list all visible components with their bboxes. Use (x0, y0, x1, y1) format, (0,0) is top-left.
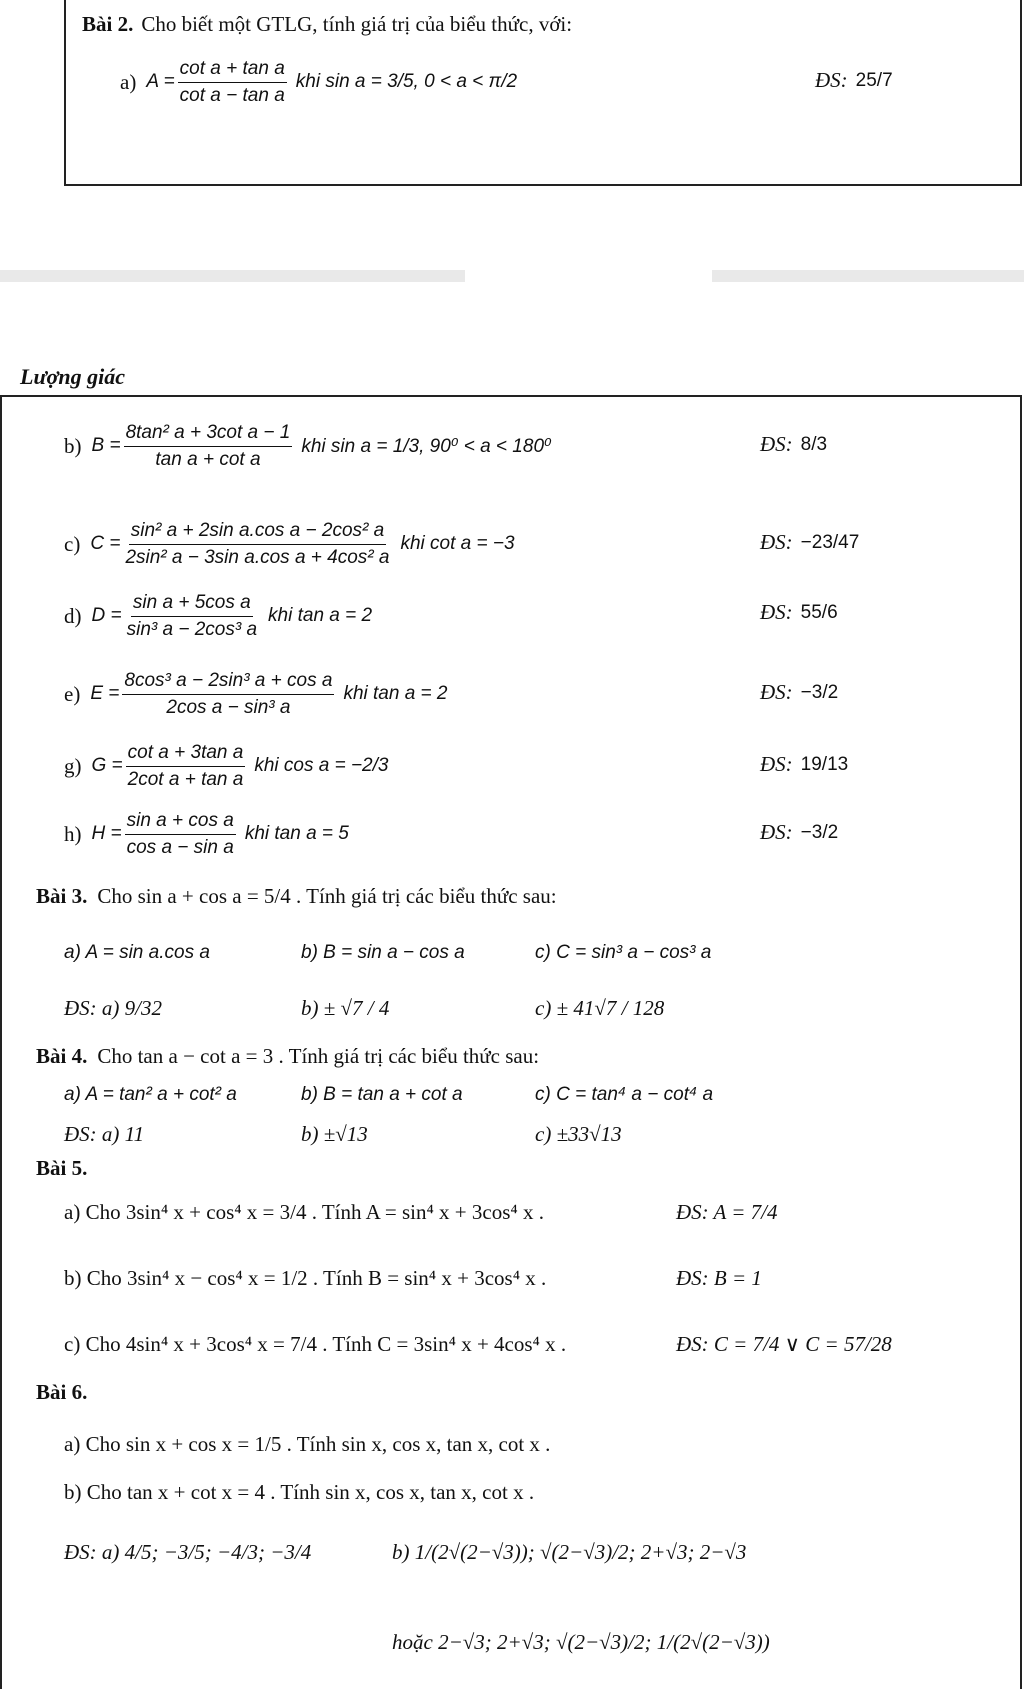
bai2-item-g (64, 738, 388, 794)
bai6-question-a: a) Cho sin x + cos x = 1/5 . Tính sin x, cos x, tan x, cot x . (64, 1432, 551, 1456)
item-h-label: h) (64, 821, 82, 846)
bai6-answer-b: b) 1/(2√(2−√3)); √(2−√3)/2; 2+√3; 2−√3 (392, 1540, 747, 1564)
bai6-answer-a: ĐS: a) 4/5; −3/5; −4/3; −3/4 (64, 1540, 312, 1564)
item-h-ans-value: −3/2 (800, 821, 839, 843)
bai4-answer-a: ĐS: a) 11 (64, 1122, 145, 1146)
bai3-answer-a: ĐS: a) 9/32 (64, 996, 162, 1020)
item-a-answer (815, 68, 893, 93)
bai2-item-e (64, 666, 448, 722)
bai4-label: Bài 4. (36, 1044, 88, 1068)
item-d-condition: khi tan a = 2 (268, 605, 373, 626)
item-c-fraction (123, 520, 391, 569)
item-g-num: cot a + 3tan a (126, 742, 246, 767)
item-c-ans-label: ĐS: (760, 530, 793, 554)
item-d-num: sin a + 5cos a (131, 592, 253, 617)
bai2-intro: Cho biết một GTLG, tính giá trị của biểu thức, với: (141, 12, 573, 36)
bai5-answer-b: ĐS: B = 1 (676, 1266, 762, 1290)
bai3-part-b: b) B = sin a − cos a (301, 942, 465, 963)
item-g-condition: khi cos a = −2/3 (254, 755, 389, 776)
item-a-fraction (178, 58, 287, 107)
item-d-ans-label: ĐS: (760, 600, 793, 624)
item-b-ans-value: 8/3 (800, 433, 828, 455)
bai2-item-h (64, 806, 349, 862)
item-d-den: sin³ a − 2cos³ a (126, 618, 258, 640)
bai4-answer-b: b) ±√13 (301, 1122, 368, 1146)
item-h-answer (760, 820, 838, 845)
item-e-den: 2cos a − sin³ a (166, 696, 291, 718)
item-b-num: 8tan² a + 3cot a − 1 (124, 422, 293, 447)
item-g-var: G = (91, 755, 123, 776)
item-a-num: cot a + tan a (178, 58, 287, 83)
bai3-heading (36, 884, 557, 909)
page-title: Lượng giác (20, 364, 126, 389)
item-b-ans-label: ĐS: (760, 432, 793, 456)
item-d-label: d) (64, 603, 82, 628)
bai6-label: Bài 6. (36, 1380, 88, 1404)
item-h-den: cos a − sin a (126, 836, 234, 858)
bai3-answer-b: b) ± √7 / 4 (301, 996, 390, 1020)
item-h-condition: khi tan a = 5 (244, 823, 349, 844)
bai4-answers (64, 1122, 622, 1147)
item-c-var: C = (90, 533, 121, 554)
item-a-den: cot a − tan a (179, 84, 285, 106)
bai5-question-c: c) Cho 4sin⁴ x + 3cos⁴ x = 7/4 . Tính C = 3sin⁴ x + 4cos⁴ x . (64, 1332, 567, 1356)
bai6-answer-alt: hoặc 2−√3; 2+√3; √(2−√3)/2; 1/(2√(2−√3)) (392, 1630, 770, 1654)
item-b-var: B = (91, 435, 121, 456)
bai4-part-b: b) B = tan a + cot a (301, 1084, 463, 1105)
bai4-parts (64, 1084, 713, 1106)
bai2-label: Bài 2. (82, 12, 134, 36)
item-e-answer (760, 680, 838, 705)
bai4-part-a: a) A = tan² a + cot² a (64, 1084, 237, 1105)
item-h-var: H = (91, 823, 122, 844)
item-b-condition: khi sin a = 1/3, 90⁰ < a < 180⁰ (301, 435, 552, 457)
bai2-item-b (64, 418, 552, 474)
item-a-condition: khi sin a = 3/5, 0 < a < π/2 (295, 71, 518, 92)
item-d-answer (760, 600, 838, 625)
bai4-heading (36, 1044, 539, 1069)
item-c-answer (760, 530, 859, 555)
bai6-answers (64, 1540, 746, 1565)
bai2-heading (82, 12, 572, 37)
bai5-answer-a: ĐS: A = 7/4 (676, 1200, 778, 1224)
item-a-label: a) (120, 69, 137, 94)
bai3-label: Bài 3. (36, 884, 88, 908)
item-c-label: c) (64, 531, 81, 556)
scan-shade-right (712, 270, 1024, 282)
bai5-item-c (64, 1332, 892, 1357)
item-b-label: b) (64, 433, 82, 458)
item-h-num: sin a + cos a (125, 810, 236, 835)
item-d-ans-value: 55/6 (800, 601, 838, 623)
bai2-item-c (64, 516, 515, 572)
bai5-answer-c: ĐS: C = 7/4 ∨ C = 57/28 (676, 1332, 892, 1356)
item-a-ans-label: ĐS: (815, 68, 848, 92)
bai4-part-c: c) C = tan⁴ a − cot⁴ a (535, 1084, 714, 1105)
bai3-answer-c: c) ± 41√7 / 128 (535, 996, 665, 1020)
item-g-label: g) (64, 753, 82, 778)
bai3-answers (64, 996, 664, 1021)
bai5-question-b: b) Cho 3sin⁴ x − cos⁴ x = 1/2 . Tính B = sin⁴ x + 3cos⁴ x . (64, 1266, 547, 1290)
item-a-var: A = (146, 71, 175, 92)
bai5-label: Bài 5. (36, 1156, 88, 1180)
item-e-ans-label: ĐS: (760, 680, 793, 704)
item-e-num: 8cos³ a − 2sin³ a + cos a (122, 670, 334, 695)
item-e-ans-value: −3/2 (800, 681, 839, 703)
bai5-question-a: a) Cho 3sin⁴ x + cos⁴ x = 3/4 . Tính A = sin⁴ x + 3cos⁴ x . (64, 1200, 544, 1224)
item-c-num: sin² a + 2sin a.cos a − 2cos² a (129, 520, 386, 545)
bai3-intro: Cho sin a + cos a = 5/4 . Tính giá trị các biểu thức sau: (97, 884, 557, 908)
bai5-item-a (64, 1200, 777, 1225)
bai2-item-d (64, 588, 372, 644)
bai3-parts (64, 942, 711, 964)
bai4-answer-c: c) ±33√13 (535, 1122, 622, 1146)
item-b-fraction (124, 422, 293, 471)
item-g-ans-value: 19/13 (800, 753, 849, 775)
item-a-ans-value: 25/7 (855, 69, 893, 91)
item-h-ans-label: ĐS: (760, 820, 793, 844)
item-g-answer (760, 752, 848, 777)
bai3-part-c: c) C = sin³ a − cos³ a (535, 942, 712, 963)
item-e-condition: khi tan a = 2 (343, 683, 448, 704)
item-g-ans-label: ĐS: (760, 752, 793, 776)
bai6-question-b: b) Cho tan x + cot x = 4 . Tính sin x, cos x, tan x, cot x . (64, 1480, 535, 1504)
item-g-fraction (126, 742, 246, 791)
item-e-var: E = (90, 683, 120, 704)
item-b-den: tan a + cot a (155, 448, 261, 470)
item-d-fraction (125, 592, 259, 641)
bai3-part-a: a) A = sin a.cos a (64, 942, 210, 963)
item-c-condition: khi cot a = −3 (400, 533, 515, 554)
scan-shade-left (0, 270, 465, 282)
bai2-item-a (120, 54, 517, 110)
item-c-den: 2sin² a − 3sin a.cos a + 4cos² a (125, 546, 390, 568)
item-g-den: 2cot a + tan a (127, 768, 244, 790)
item-e-fraction (122, 670, 334, 719)
bai4-intro: Cho tan a − cot a = 3 . Tính giá trị các biểu thức sau: (97, 1044, 540, 1068)
item-h-fraction (125, 810, 236, 859)
item-d-var: D = (91, 605, 122, 626)
bai5-item-b (64, 1266, 762, 1291)
item-e-label: e) (64, 681, 81, 706)
item-c-ans-value: −23/47 (800, 531, 860, 553)
item-b-answer (760, 432, 827, 457)
